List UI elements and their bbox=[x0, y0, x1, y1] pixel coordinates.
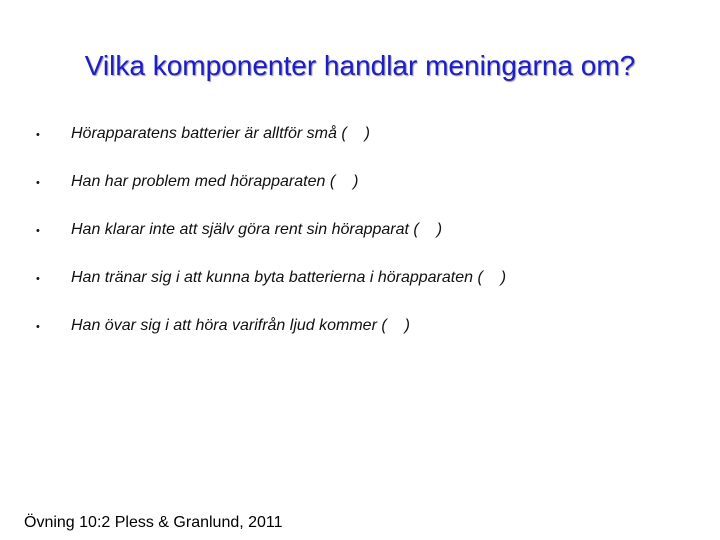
list-item bbox=[36, 125, 506, 173]
sentence-text: Hörapparatens batterier är alltför små ( bbox=[71, 125, 347, 142]
bullet-marker: • bbox=[36, 129, 40, 141]
footer-citation: Övning 10:2 Pless & Granlund, 2011 bbox=[24, 514, 283, 531]
list-item bbox=[36, 269, 506, 317]
closing-paren: ) bbox=[500, 269, 507, 286]
bullet-marker: • bbox=[36, 177, 40, 189]
bullet-marker: • bbox=[36, 225, 40, 237]
sentence-text: Han tränar sig i att kunna byta batterierna i hörapparaten ( bbox=[71, 269, 483, 286]
list-item bbox=[36, 173, 506, 221]
bullet-marker: • bbox=[36, 273, 40, 285]
bullet-list bbox=[36, 125, 506, 365]
closing-paren: ) bbox=[353, 173, 359, 190]
slide-title: Vilka komponenter handlar meningarna om? bbox=[84, 50, 636, 81]
closing-paren: ) bbox=[364, 125, 370, 142]
sentence-text: Han klarar inte att själv göra rent sin hörapparat ( bbox=[71, 221, 419, 238]
closing-paren: ) bbox=[436, 221, 443, 238]
sentence-text: Han har problem med hörapparaten ( bbox=[71, 173, 336, 190]
list-item bbox=[36, 221, 506, 269]
bullet-marker: • bbox=[36, 321, 40, 333]
sentence-text: Han övar sig i att höra varifrån ljud kommer ( bbox=[71, 317, 387, 334]
list-item bbox=[36, 317, 506, 365]
closing-paren: ) bbox=[404, 317, 410, 334]
